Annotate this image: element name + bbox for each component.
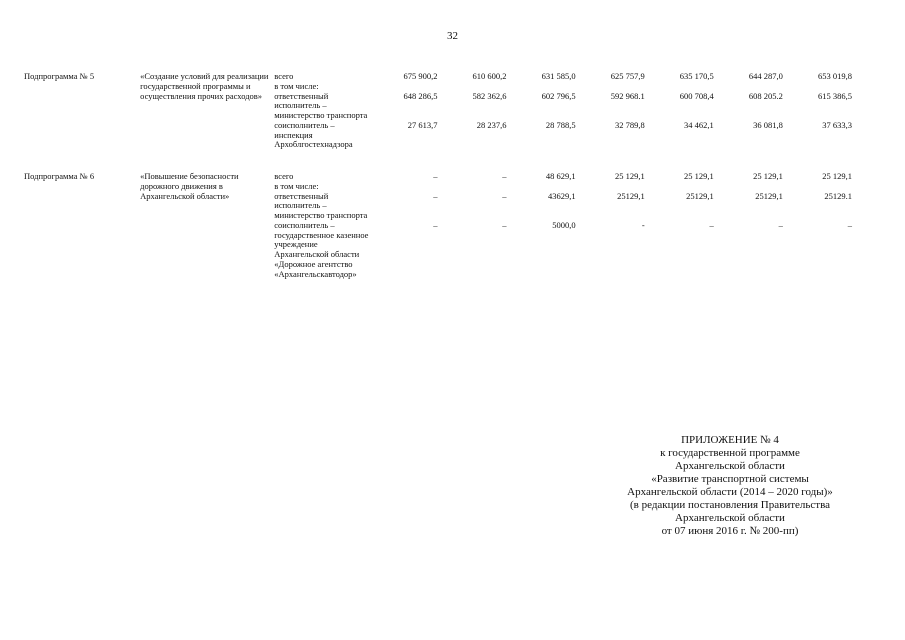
table-cell: - [641,219,645,230]
table-cell: 648 286,5 [403,90,438,101]
table-cell: 653 019,8 [818,71,852,81]
table-cell: 25129.1 [824,190,852,201]
table-cell: 25 129,1 [753,171,783,182]
subprogram-funding-table [24,72,854,280]
table-row [24,172,854,182]
subprogram-label: Подпрограмма № 5 [24,71,95,81]
table-cell: – [502,171,507,182]
table-cell: 592 968.1 [610,90,645,101]
table-cell: 37 633,3 [822,119,852,130]
table-cell: 635 170,5 [679,71,714,81]
table-cell: 25129,1 [686,190,714,201]
row-role: соисполнитель – государственное казенное учреждение Архангельской области «Дорожное агентство «Архангельскавтодор» [274,219,369,279]
appendix-line: (в редакции постановления Правительства [629,499,831,511]
table-cell: 48 629,1 [545,171,576,182]
row-role: в том числе: [274,80,319,91]
row-role: всего [274,71,294,81]
subprogram-label: Подпрограмма № 6 [24,171,95,182]
table-cell: – [433,219,438,230]
table-cell: 615 386,5 [818,90,852,101]
table-cell: – [709,219,714,230]
subprogram-name: «Создание условий для реализации государственной программы и осуществления прочих расходов» [140,71,269,101]
appendix-line: Архангельской области (2014 – 2020 годы)» [627,486,833,498]
table-cell: 610 600,2 [472,71,507,81]
appendix-line: от 07 июня 2016 г. № 200-пп) [661,525,799,537]
row-role: в том числе: [274,180,319,191]
table-cell: 5000,0 [552,219,576,230]
table-cell: 608 205.2 [748,90,783,101]
table-cell: 28 788,5 [545,119,576,130]
table-cell: – [847,219,852,230]
page-number: 32 [447,30,458,42]
table-cell: – [433,171,438,182]
table-cell: 631 585,0 [541,71,576,81]
subprogram-name: «Повышение безопасности дорожного движения в Архангельской области» [140,171,239,201]
table-cell: 36 081,8 [753,119,783,130]
table-cell: 32 789,8 [614,119,645,130]
table-cell: 644 287,0 [748,71,783,81]
table-row [24,72,854,82]
table-cell: 582 362,6 [472,90,507,101]
appendix-line: Архангельской области [675,460,785,472]
table-cell: 25129,1 [617,190,645,201]
table-cell: 34 462,1 [684,119,714,130]
table-cell: – [778,219,783,230]
table-cell: 27 613,7 [407,119,438,130]
table-cell: 28 237,6 [476,119,507,130]
appendix-title: ПРИЛОЖЕНИЕ № 4 [681,434,779,446]
table-cell: – [502,219,507,230]
table-cell: – [502,190,507,201]
table-cell [370,182,439,192]
appendix-header [580,434,880,538]
appendix-line: «Развитие транспортной системы [651,473,809,485]
appendix-line: к государственной программе [660,447,800,459]
table-cell: 43629,1 [548,190,576,201]
table-cell: 602 796,5 [541,90,576,101]
row-role: ответственный исполнитель – министерство транспорта [274,90,368,121]
table-cell [439,182,508,192]
row-role: всего [274,171,294,182]
table-cell: 25 129,1 [822,171,852,182]
table-cell: 600 708,4 [679,90,714,101]
table-cell: – [433,190,438,201]
table-cell: 25 129,1 [614,171,645,182]
table-cell: 625 757,9 [610,71,645,81]
row-role: ответственный исполнитель – министерство транспорта [274,190,368,221]
table-cell: 25129,1 [755,190,783,201]
row-spacer [24,150,854,172]
row-role: соисполнитель – инспекция Архоблгостехнадзора [274,119,353,150]
appendix-line: Архангельской области [675,512,785,524]
table-cell: 675 900,2 [403,71,438,81]
table-cell: 25 129,1 [684,171,714,182]
